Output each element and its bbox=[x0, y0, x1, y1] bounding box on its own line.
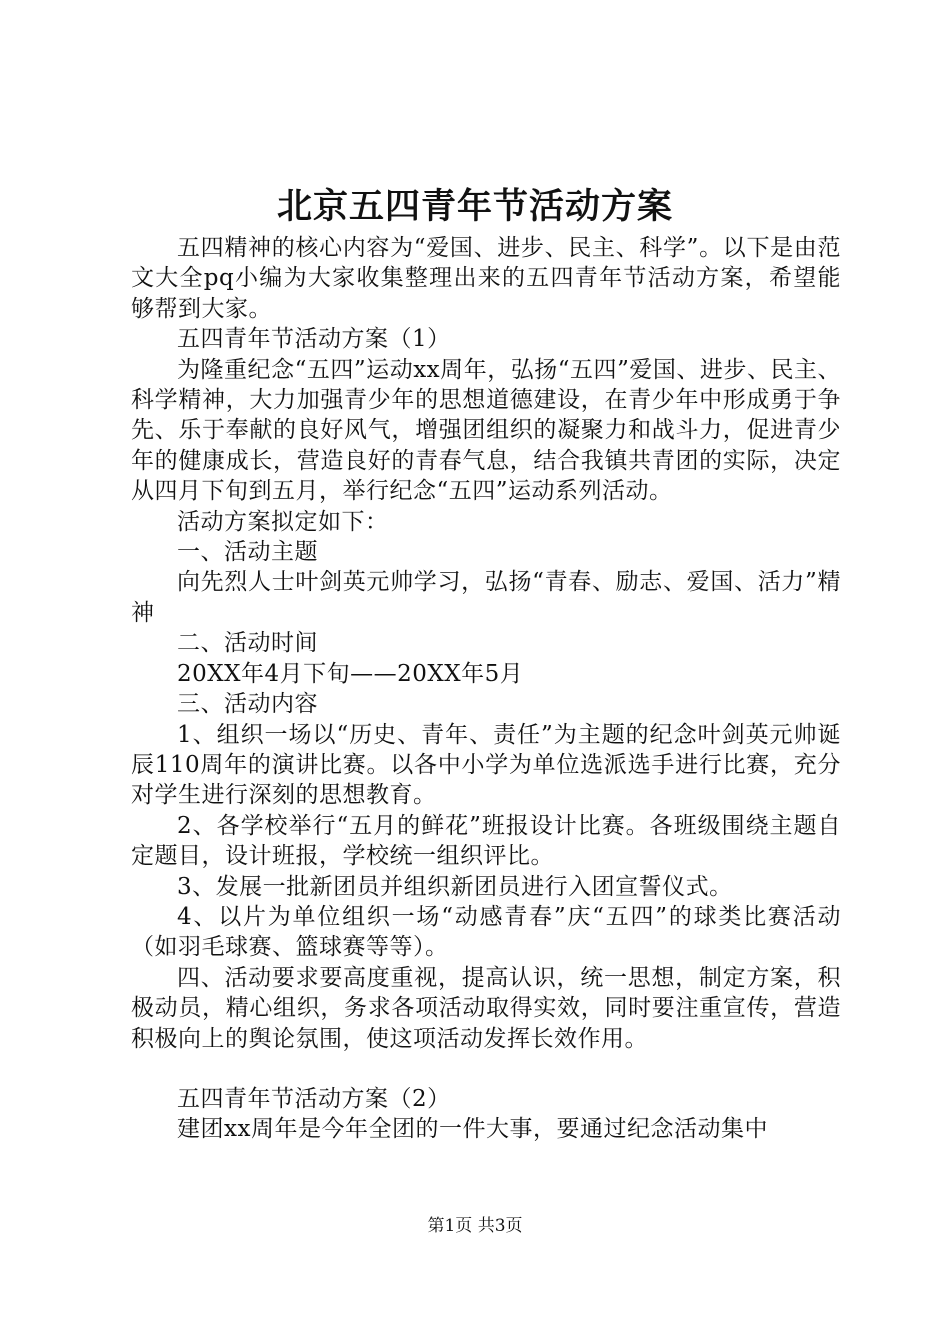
content-item-3: 3、发展一批新团员并组织新团员进行入团宣誓仪式。 bbox=[177, 873, 733, 900]
plan-1-purpose-paragraph: 为隆重纪念“五四”运动xx周年，弘扬“五四”爱国、进步、民主、科学精神，大力加强青少年的思想道德建设，在青少年中形成勇于争先、乐于奉献的良好风气，增强团组织的凝聚力和战斗力，促进青少年的健康成长，营造良好的青春气息，结合我镇共青团的实际，决定从四月下旬到五月，举行纪念“五四”运动系列活动。 bbox=[131, 356, 841, 505]
section-heading-plan-2: 五四青年节活动方案（2） bbox=[177, 1085, 451, 1112]
plan-2-opening-paragraph: 建团xx周年是今年全团的一件大事，要通过纪念活动集中 bbox=[177, 1116, 768, 1143]
content-item-4: 4、以片为单位组织一场“动感青春”庆“五四”的球类比赛活动（如羽毛球赛、篮球赛等等）。 bbox=[131, 903, 841, 961]
content-item-1: 1、组织一场以“历史、青年、责任”为主题的纪念叶剑英元帅诞辰110周年的演讲比赛。以各中小学为单位选派选手进行比赛，充分对学生进行深刻的思想教育。 bbox=[131, 721, 841, 809]
page-number-footer: 第1页 共3页 bbox=[427, 1216, 523, 1236]
document-title: 北京五四青年节活动方案 bbox=[276, 186, 673, 227]
plan-1-intro-line: 活动方案拟定如下： bbox=[177, 508, 389, 535]
content-item-2: 2、各学校举行“五月的鲜花”班报设计比赛。各班级围绕主题自定题目，设计班报，学校统一组织评比。 bbox=[131, 812, 841, 870]
activity-theme-paragraph: 向先烈人士叶剑英元帅学习，弘扬“青春、励志、爱国、活力”精神 bbox=[131, 569, 841, 626]
activity-requirements-paragraph: 四、活动要求要高度重视，提高认识，统一思想，制定方案，积极动员，精心组织，务求各项活动取得实效，同时要注重宣传，营造积极向上的舆论氛围，使这项活动发挥长效作用。 bbox=[131, 964, 841, 1052]
heading-activity-content: 三、活动内容 bbox=[177, 691, 318, 718]
heading-activity-theme: 一、活动主题 bbox=[177, 539, 318, 566]
document-body bbox=[131, 233, 841, 1145]
heading-activity-time: 二、活动时间 bbox=[177, 630, 318, 657]
intro-paragraph: 五四精神的核心内容为“爱国、进步、民主、科学”。以下是由范文大全pq小编为大家收集整理出来的五四青年节活动方案，希望能够帮到大家。 bbox=[131, 235, 841, 322]
section-heading-plan-1: 五四青年节活动方案（1） bbox=[177, 326, 451, 353]
activity-time-paragraph: 20XX年4月下旬——20XX年5月 bbox=[177, 660, 524, 687]
